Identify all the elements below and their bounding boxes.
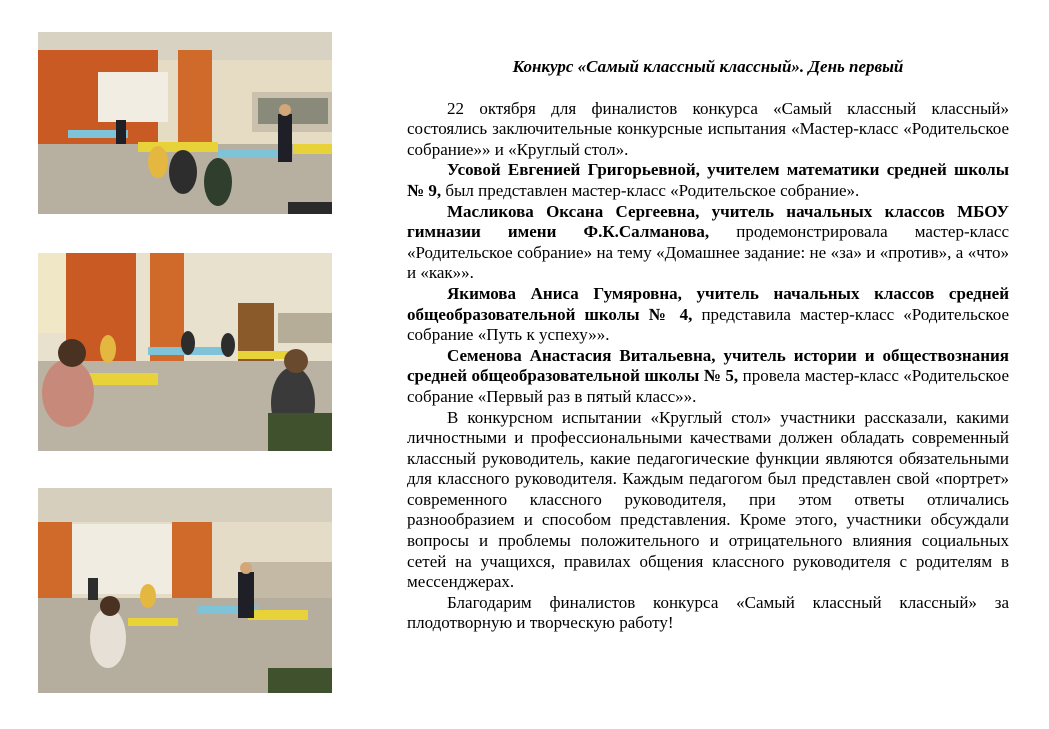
paragraph-text: был представлен мастер-класс «Родительское собрание».: [441, 180, 860, 200]
paragraph: [407, 202, 1009, 284]
event-photo-3: [38, 488, 332, 693]
event-photo-1: [38, 32, 332, 214]
article-body: [407, 57, 1009, 634]
paragraph: [407, 593, 1009, 634]
paragraph-bold-lead: Масликова Оксана Сергеевна, учитель начальных классов МБОУ гимназии имени Ф.К.Салманова,: [407, 201, 1009, 242]
paragraph: [407, 284, 1009, 346]
paragraph: [407, 346, 1009, 408]
event-photo-2: [38, 253, 332, 451]
paragraph: [407, 160, 1009, 201]
paragraph: [407, 408, 1009, 593]
paragraph-text: Благодарим финалистов конкурса «Самый классный классный» за плодотворную и творческую работу!: [407, 592, 1009, 633]
paragraph-bold-lead: Усовой Евгенией Григорьевной, учителем математики средней школы № 9,: [407, 160, 1009, 200]
paragraph: [407, 99, 1009, 161]
paragraph-text: представила мастер-класс «Родительское собрание «Путь к успеху»».: [407, 304, 1010, 345]
paragraph-text: В конкурсном испытании «Круглый стол» участники рассказали, какими личностными и профессиональными качествами должен обладать современный классный руководитель, какие педагогические функции являются обязательными для классного руководителя. Каждым педагогом был представлен свой «портрет» современного классного руководителя, при этом ответы отличались разнообразием и способом представления. Кроме этого, участники обсуждали вопросы и проблемы положительного и отрицательного влияния социальных сетей на учащихся, правилах общения классного руководителя с родителям в мессенджерах.: [407, 407, 1009, 592]
article-paragraphs: [407, 99, 1009, 634]
paragraph-bold-lead: Семенова Анастасия Витальевна, учитель истории и обществознания средней общеобразовательной школы № 5,: [407, 345, 1009, 386]
paragraph-bold-lead: Якимова Аниса Гумяровна, учитель начальных классов средней общеобразовательной школы № 4,: [407, 283, 1009, 324]
article-title: Конкурс «Самый классный классный». День первый: [512, 57, 904, 76]
paragraph-text: 22 октября для финалистов конкурса «Самый классный классный» состоялись заключительные конкурсные испытания «Мастер-класс «Родительское собрание»» и «Круглый стол».: [407, 98, 1009, 159]
paragraph-text: провела мастер-класс «Родительское собрание «Первый раз в пятый класс»».: [407, 366, 1009, 406]
paragraph-text: продемонстрировала мастер-класс «Родительское собрание» на тему «Домашнее задание: не «за» и «против», а «что» и «как»».: [407, 222, 1010, 283]
